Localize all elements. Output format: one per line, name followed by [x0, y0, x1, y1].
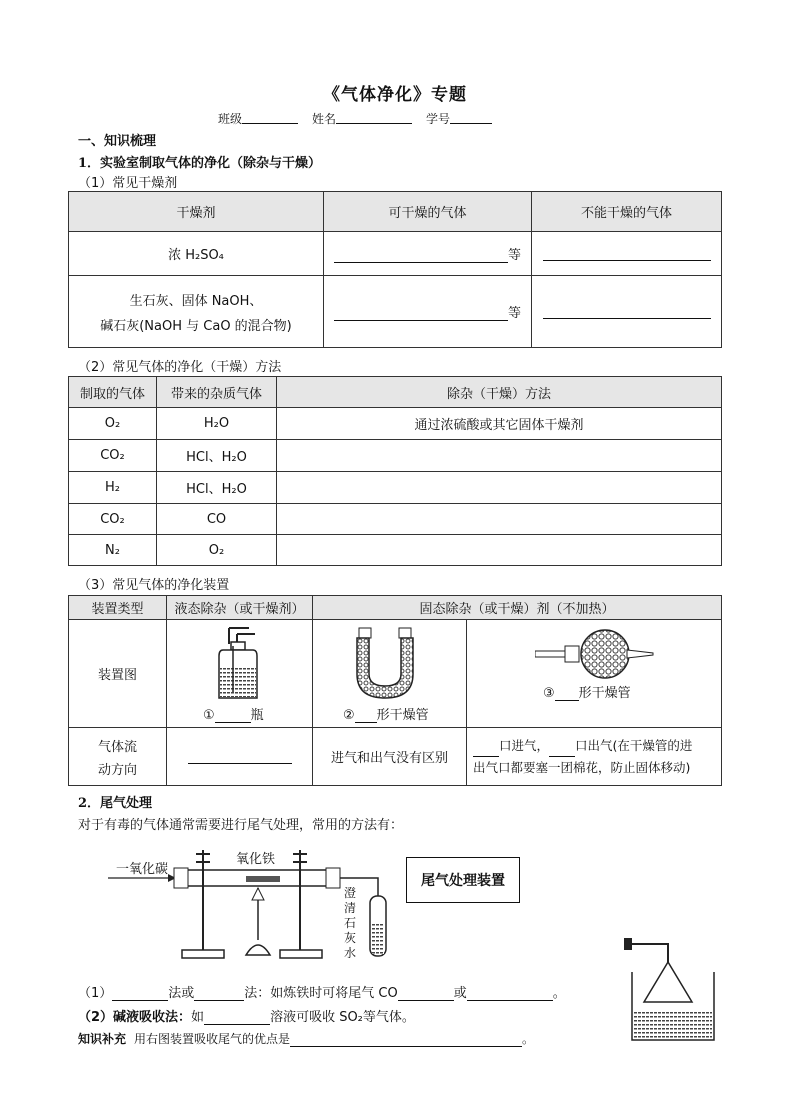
table-row: O₂ H₂O 通过浓硫酸或其它固体干燥剂 [69, 408, 722, 440]
header-method: 除杂（干燥）方法 [277, 377, 722, 408]
desiccant-alkaline: 生石灰、固体 NaOH、 碱石灰(NaOH 与 CaO 的混合物) [69, 276, 324, 348]
co-inlet-label: 一氧化碳 [116, 862, 169, 877]
answer-blank[interactable] [467, 987, 553, 1001]
gas-washing-bottle-cell [167, 620, 313, 728]
iron-oxide-label: 氧化铁 [236, 852, 276, 867]
header-cannot-dry: 不能干燥的气体 [532, 192, 722, 232]
id-blank[interactable] [450, 110, 492, 124]
page-title: 《气体净化》专题 [323, 85, 467, 105]
answer-blank[interactable] [215, 709, 251, 723]
row-label-diagram: 装置图 [69, 620, 167, 728]
beaker-absorption-icon [618, 932, 728, 1044]
caption-u-tube: ② 形干燥管 [343, 708, 429, 723]
subheading-desiccants: （1）常见干燥剂 [78, 176, 178, 191]
u-tube-icon [351, 626, 431, 704]
answer-blank[interactable] [549, 743, 575, 757]
row-label-flow: 气体流 动方向 [69, 728, 167, 786]
answer-blank[interactable] [543, 247, 711, 261]
answer-blank[interactable] [543, 305, 711, 319]
tail-gas-intro: 对于有毒的气体通常需要进行尾气处理，常用的方法有： [78, 818, 404, 833]
student-info [218, 110, 492, 127]
desiccant-table [68, 191, 722, 348]
cannot-dry-cell-1 [532, 232, 722, 276]
gas-washing-bottle-icon [203, 624, 283, 704]
caption-bottle: ① 瓶 [203, 708, 264, 723]
answer-blank[interactable] [112, 987, 168, 1001]
can-dry-cell-2: 等 [324, 276, 532, 348]
desiccant-h2so4: 浓 H₂SO₄ [69, 232, 324, 276]
answer-blank[interactable] [334, 249, 508, 263]
answer-blank[interactable] [473, 743, 499, 757]
header-impurity: 带来的杂质气体 [157, 377, 277, 408]
can-dry-cell-1: 等 [324, 232, 532, 276]
answer-blank[interactable] [355, 709, 377, 723]
answer-blank[interactable] [334, 307, 508, 321]
table-row: H₂ HCl、H₂O [69, 472, 722, 504]
header-desiccant: 干燥剂 [69, 192, 324, 232]
knowledge-supplement: 知识补充 用右图装置吸收尾气的优点是 。 [78, 1032, 535, 1046]
section-heading-1: 一、知识梳理 [78, 134, 157, 149]
table-row: CO₂ HCl、H₂O [69, 440, 722, 472]
answer-blank[interactable] [555, 687, 579, 701]
co-reduction-apparatus [108, 840, 408, 970]
header-solid: 固态除杂（或干燥）剂（不加热） [313, 596, 722, 620]
ball-drying-tube-icon [535, 626, 665, 686]
class-blank[interactable] [242, 110, 298, 124]
table-row: CO₂ CO [69, 504, 722, 535]
flow-bottle-cell [167, 728, 313, 786]
table-row: N₂ O₂ [69, 535, 722, 566]
section-heading-1-1: 1．实验室制取气体的净化（除杂与干燥） [78, 156, 322, 171]
header-can-dry: 可干燥的气体 [324, 192, 532, 232]
header-liquid: 液态除杂（或干燥剂） [167, 596, 313, 620]
section-heading-2: 2．尾气处理 [78, 796, 153, 811]
limewater-label: 澄 清 石 灰 水 [344, 886, 357, 960]
tail-gas-box: 尾气处理装置 [406, 857, 520, 903]
answer-blank[interactable] [290, 1033, 522, 1047]
subheading-devices: （3）常见气体的净化装置 [78, 578, 230, 593]
answer-blank[interactable] [204, 1011, 270, 1025]
u-tube-cell [313, 620, 467, 728]
flow-ball-tube: 口进气， 口出气(在干燥管的进 出气口都要塞一团棉花，防止固体移动) [467, 728, 722, 786]
ball-tube-cell [467, 620, 722, 728]
cannot-dry-cell-2 [532, 276, 722, 348]
purification-table [68, 376, 722, 566]
answer-blank[interactable] [188, 750, 292, 764]
subheading-purification: （2）常见气体的净化（干燥）方法 [78, 360, 282, 375]
name-blank[interactable] [336, 110, 412, 124]
answer-blank[interactable] [398, 987, 454, 1001]
name-label: 姓名 [312, 112, 337, 126]
header-gas: 制取的气体 [69, 377, 157, 408]
device-table [68, 595, 722, 786]
flow-u-tube: 进气和出气没有区别 [313, 728, 467, 786]
answer-blank[interactable] [194, 987, 244, 1001]
class-label: 班级 [218, 112, 243, 126]
caption-ball-tube: ③ 形干燥管 [543, 686, 631, 701]
question-1: （1） 法或 法：如炼铁时可将尾气 CO 或 。 [78, 986, 566, 1001]
header-device-type: 装置类型 [69, 596, 167, 620]
question-2: （2）碱液吸收法：如 溶液可吸收 SO₂等气体。 [78, 1010, 415, 1025]
id-label: 学号 [426, 112, 451, 126]
